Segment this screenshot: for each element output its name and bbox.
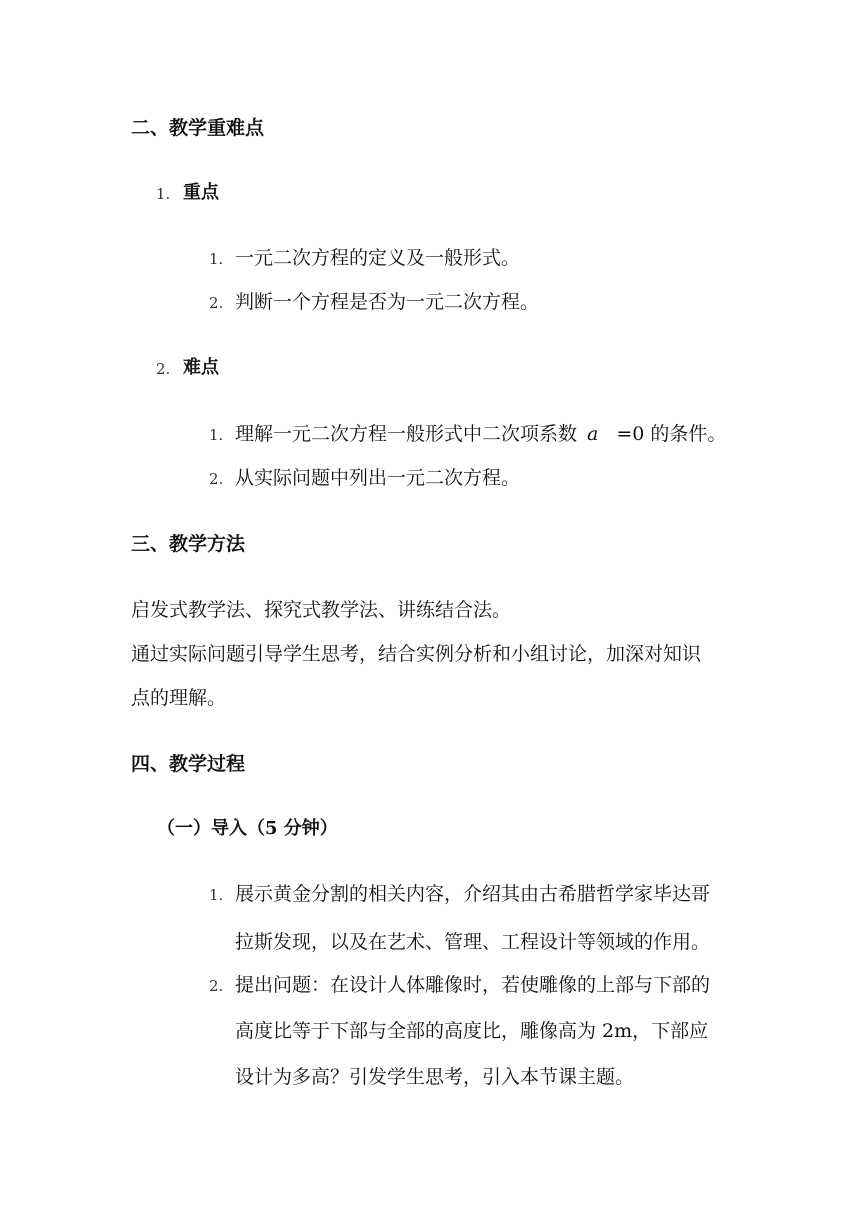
- methods-paragraph-2-line-2: 点的理解。: [131, 687, 227, 709]
- difficult-point-1-text-after: =0 的条件。: [616, 423, 727, 445]
- intro-item-2-line-2: 高度比等于下部与全部的高度比，雕像高为 2m，下部应: [235, 1020, 709, 1042]
- section-heading-key-difficult: 二、教学重难点: [131, 117, 265, 139]
- coefficient-variable: a: [587, 423, 599, 445]
- intro-item-1-line-1: 展示黄金分割的相关内容，介绍其由古希腊哲学家毕达哥: [235, 883, 711, 905]
- key-points-heading: 重点: [183, 182, 219, 203]
- difficult-points-number: 2.: [156, 360, 171, 378]
- difficult-point-1-number: 1.: [209, 426, 224, 444]
- key-point-1-text: 一元二次方程的定义及一般形式。: [235, 247, 521, 269]
- intro-item-1-line-2: 拉斯发现，以及在艺术、管理、工程设计等领域的作用。: [235, 931, 711, 953]
- subsection-heading-introduction: （一）导入（5 分钟）: [157, 818, 338, 839]
- difficult-point-1-text: [235, 422, 726, 446]
- intro-item-1-number: 1.: [209, 886, 224, 904]
- key-points-number: 1.: [156, 185, 171, 203]
- methods-paragraph-1: 启发式教学法、探究式教学法、讲练结合法。: [131, 599, 512, 621]
- difficult-points-heading: 难点: [183, 357, 219, 378]
- difficult-point-1-text-before: 理解一元二次方程一般形式中二次项系数: [235, 423, 578, 445]
- difficult-point-2-text: 从实际问题中列出一元二次方程。: [235, 467, 521, 489]
- key-point-1-number: 1.: [209, 250, 224, 268]
- intro-item-2-line-1: 提出问题：在设计人体雕像时，若使雕像的上部与下部的: [235, 974, 711, 996]
- intro-item-2-number: 2.: [209, 977, 224, 995]
- intro-item-2-line-3: 设计为多高？引发学生思考，引入本节课主题。: [235, 1066, 635, 1088]
- methods-paragraph-2-line-1: 通过实际问题引导学生思考，结合实例分析和小组讨论，加深对知识: [131, 643, 702, 665]
- section-heading-teaching-methods: 三、教学方法: [131, 533, 246, 555]
- section-heading-teaching-process: 四、教学过程: [131, 753, 246, 775]
- key-point-2-number: 2.: [209, 294, 224, 312]
- difficult-point-2-number: 2.: [209, 470, 224, 488]
- key-point-2-text: 判断一个方程是否为一元二次方程。: [235, 291, 540, 313]
